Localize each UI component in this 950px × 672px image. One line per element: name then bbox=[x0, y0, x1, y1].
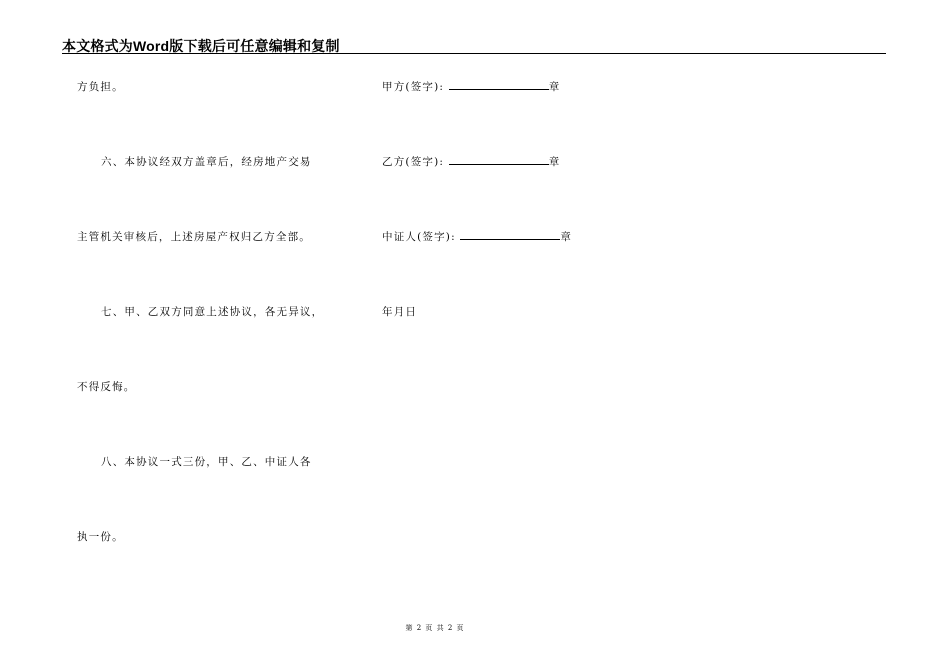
party-b-label: 乙方(签字): bbox=[382, 156, 445, 168]
witness-seal-suffix: 章 bbox=[560, 231, 573, 243]
date-label: 年月日 bbox=[382, 306, 418, 318]
body-line-3: 主管机关审核后，上述房屋产权归乙方全部。 bbox=[77, 231, 311, 243]
party-a-signature-blank bbox=[449, 81, 549, 90]
witness-signature-blank bbox=[460, 231, 560, 240]
body-line-5: 不得反悔。 bbox=[77, 381, 136, 393]
body-line-4: 七、甲、乙双方同意上述协议，各无异议， bbox=[101, 306, 324, 318]
body-line-1: 方负担。 bbox=[77, 81, 124, 93]
party-b-signature-blank bbox=[449, 156, 549, 165]
body-line-2: 六、本协议经双方盖章后，经房地产交易 bbox=[101, 156, 312, 168]
party-b-seal-suffix: 章 bbox=[548, 156, 561, 168]
witness-signature bbox=[382, 229, 572, 244]
party-a-label: 甲方(签字): bbox=[382, 81, 445, 93]
witness-label: 中证人(签字): bbox=[382, 231, 456, 243]
party-b-signature bbox=[382, 154, 560, 169]
document-header-title: 本文格式为Word版下载后可任意编辑和复制 bbox=[62, 38, 340, 54]
party-a-seal-suffix: 章 bbox=[548, 81, 561, 93]
body-line-7: 执一份。 bbox=[77, 531, 124, 543]
party-a-signature bbox=[382, 79, 560, 94]
header-divider bbox=[62, 53, 886, 54]
body-line-6: 八、本协议一式三份，甲、乙、中证人各 bbox=[101, 456, 312, 468]
page-number-footer: 第 2 页 共 2 页 bbox=[405, 624, 465, 632]
